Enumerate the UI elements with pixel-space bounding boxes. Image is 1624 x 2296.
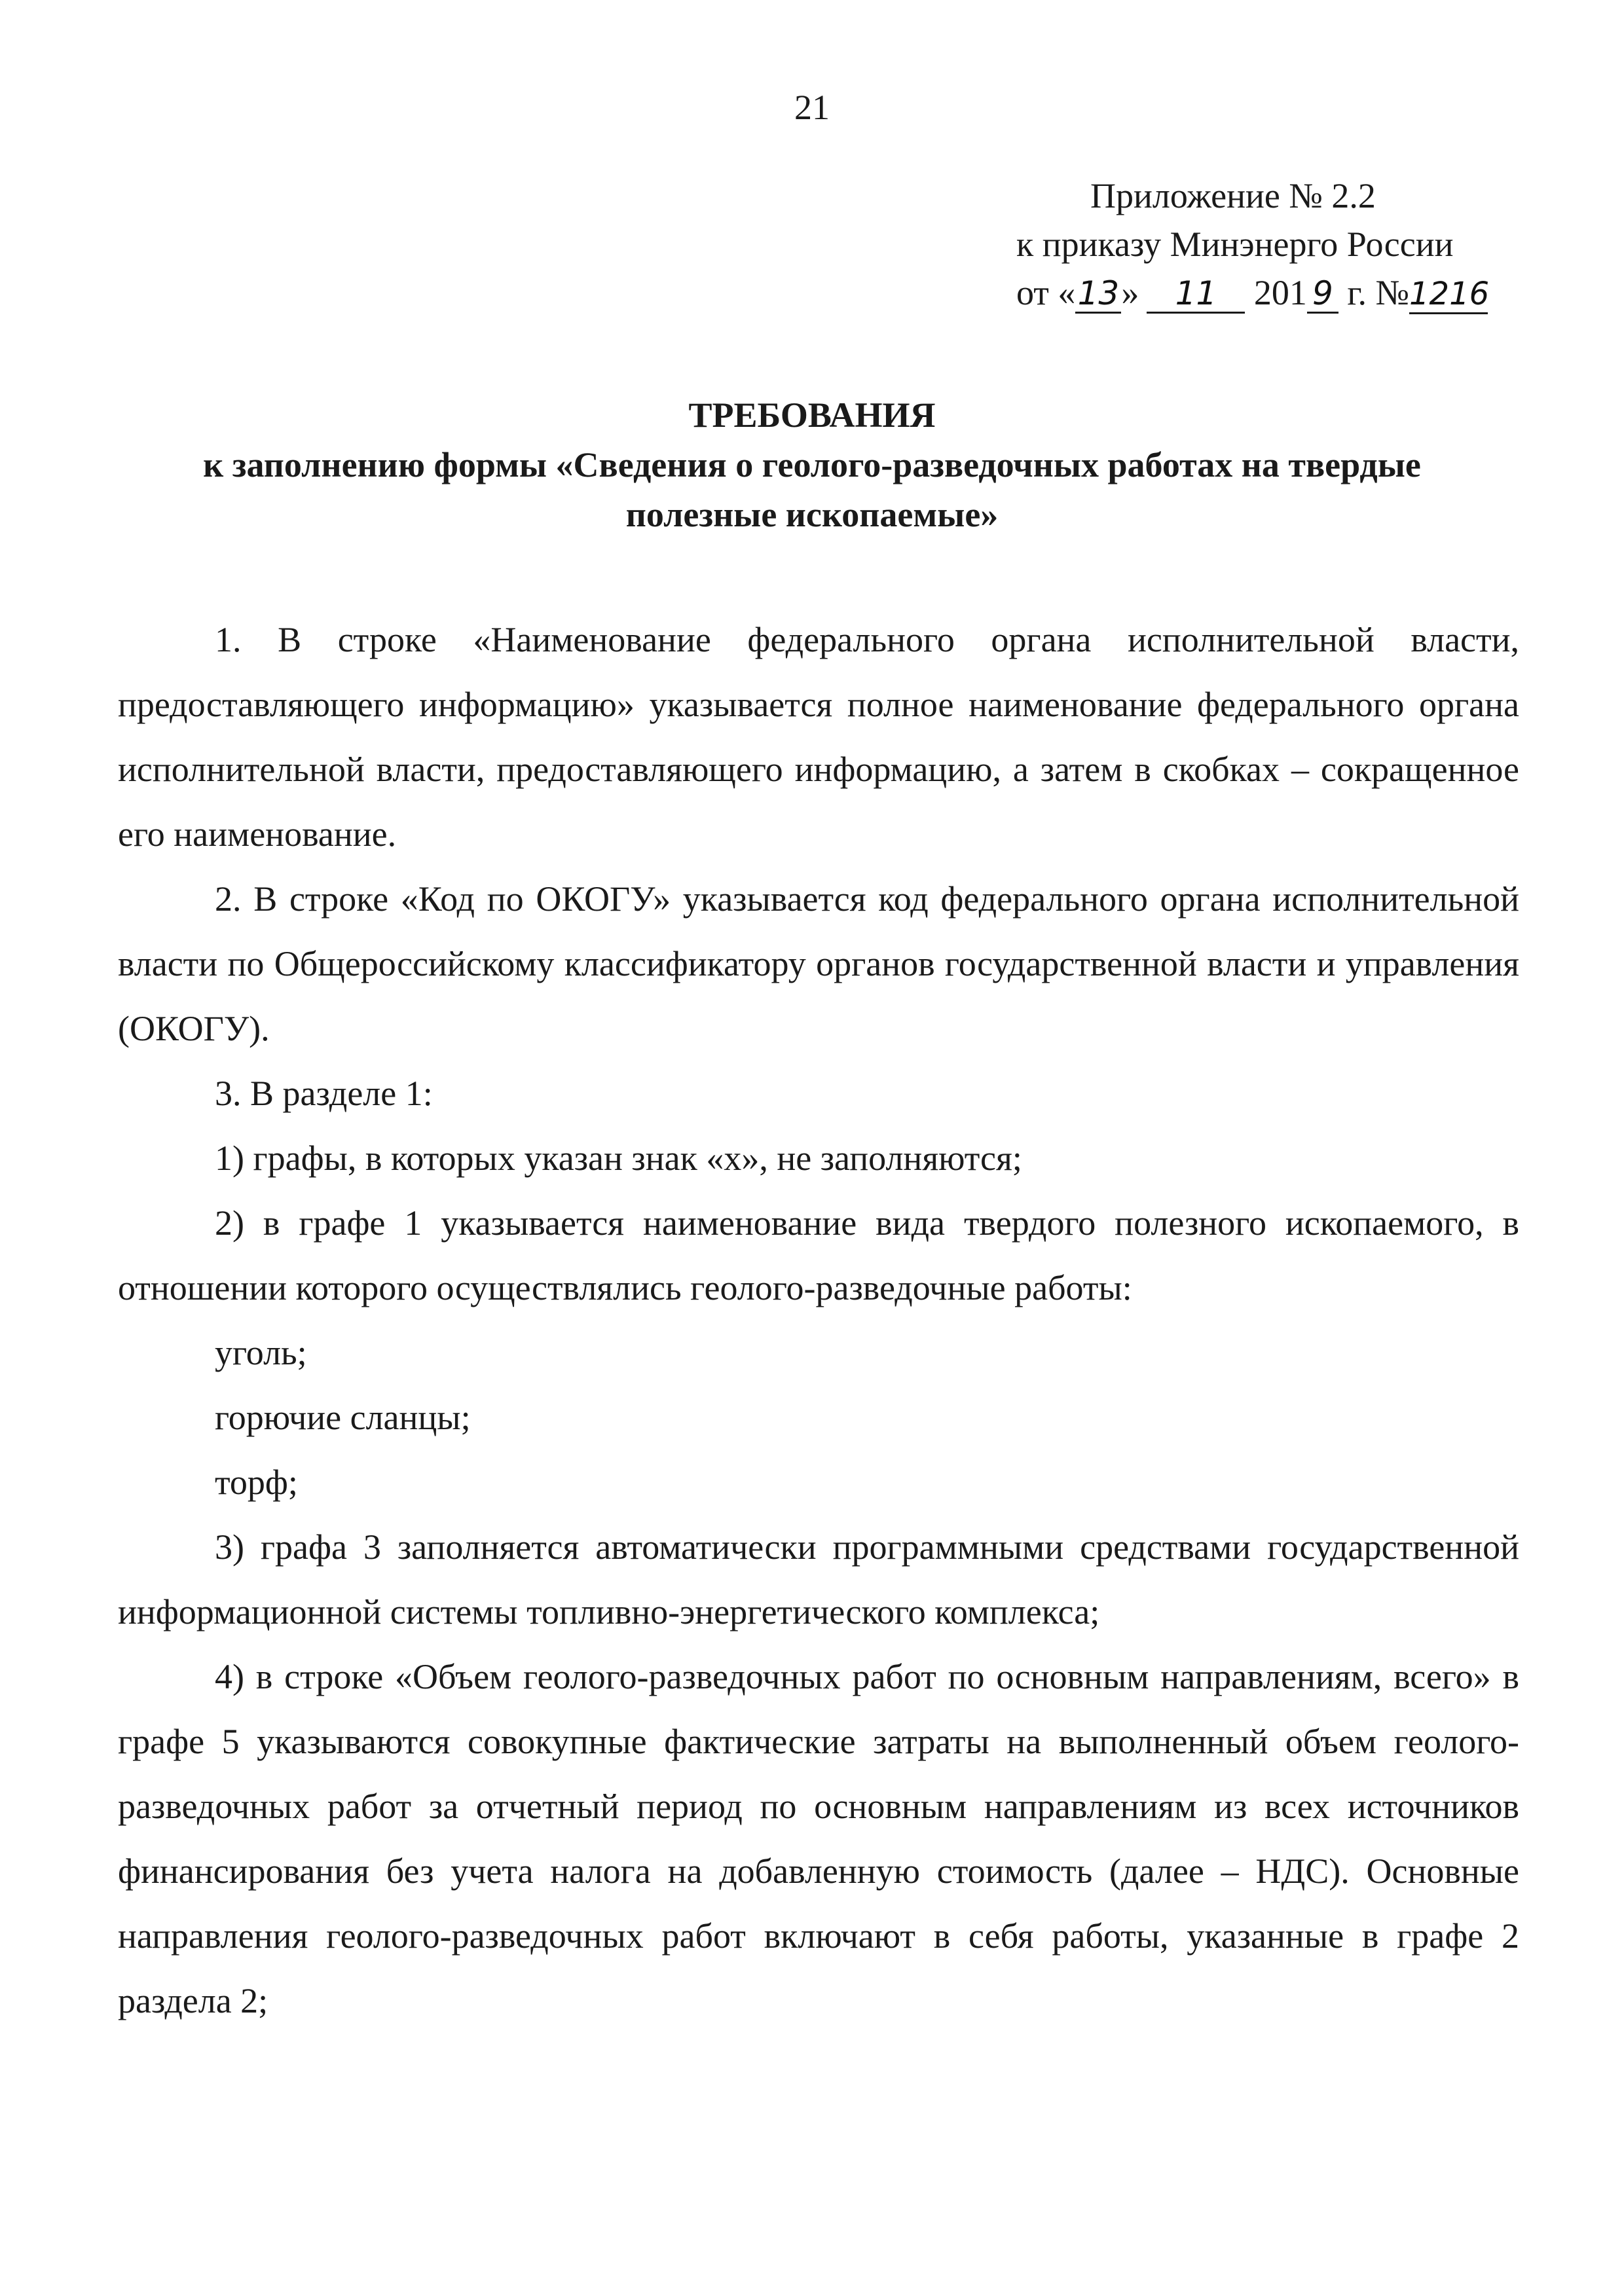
paragraph-3-item-4: 4) в строке «Объем геолого-разведочных работ по основным направлениям, всего» в графе 5 указываются совокупные фактические затраты на выполненный объем геолого-разведочных работ за отчетный период по основным направлениям из всех источников финансирования без учета налога на добавленную стоимость (далее – НДС). Основные направления геолого-разведочных работ включают в себя работы, указанные в графе 2 раздела 2; [118,1657,1519,2020]
appendix-header [969,172,1572,318]
paragraph-2: 2. В строке «Код по ОКОГУ» указывается код федерального органа исполнительной власти по Общероссийскому классификатору органов государственной власти и управления (ОКОГУ). [118,879,1519,1048]
appendix-order-ref: к приказу Минэнерго России [1016,225,1454,264]
title-subtitle-line2: полезные ископаемые» [625,495,999,534]
handwritten-year-digit: 9 [1307,269,1338,318]
date-prefix: от « [1016,273,1076,312]
handwritten-day: 13 [1075,269,1121,318]
title-heading: ТРЕБОВАНИЯ [688,395,936,435]
year-prefix: 201 [1253,273,1307,312]
paragraph-1: 1. В строке «Наименование федерального органа исполнительной власти, предоставляющего информацию» указывается полное наименование федерального органа исполнительной власти, предоставляющего информацию, а затем в скобках – сокращенное его наименование. [118,620,1519,854]
handwritten-order-number: 1216 [1409,270,1488,318]
paragraph-3: 3. В разделе 1: [215,1074,433,1113]
paragraph-3-item-3: 3) графа 3 заполняется автоматически программными средствами государственной информационной системы топливно-энергетического комплекса; [118,1527,1519,1631]
list-item-peat: торф; [215,1463,298,1502]
paragraph-3-item-2: 2) в графе 1 указывается наименование вида твердого полезного ископаемого, в отношении которого осуществлялись геолого-разведочные работы: [118,1203,1519,1307]
appendix-date-line [969,268,1572,318]
document-title [0,390,1624,539]
list-item-coal: уголь; [215,1333,307,1372]
title-subtitle-line1: к заполнению формы «Сведения о геолого-разведочных работах на твердые [203,445,1421,484]
page-number: 21 [794,88,830,127]
list-item-shale: горючие сланцы; [215,1398,471,1437]
paragraph-3-item-1: 1) графы, в которых указан знак «х», не заполняются; [215,1139,1022,1178]
date-mid: » [1121,273,1139,312]
document-body [118,608,1519,2033]
handwritten-month: 11 [1147,269,1245,318]
number-prefix: г. № [1347,273,1409,312]
appendix-title: Приложение № 2.2 [1090,176,1376,215]
